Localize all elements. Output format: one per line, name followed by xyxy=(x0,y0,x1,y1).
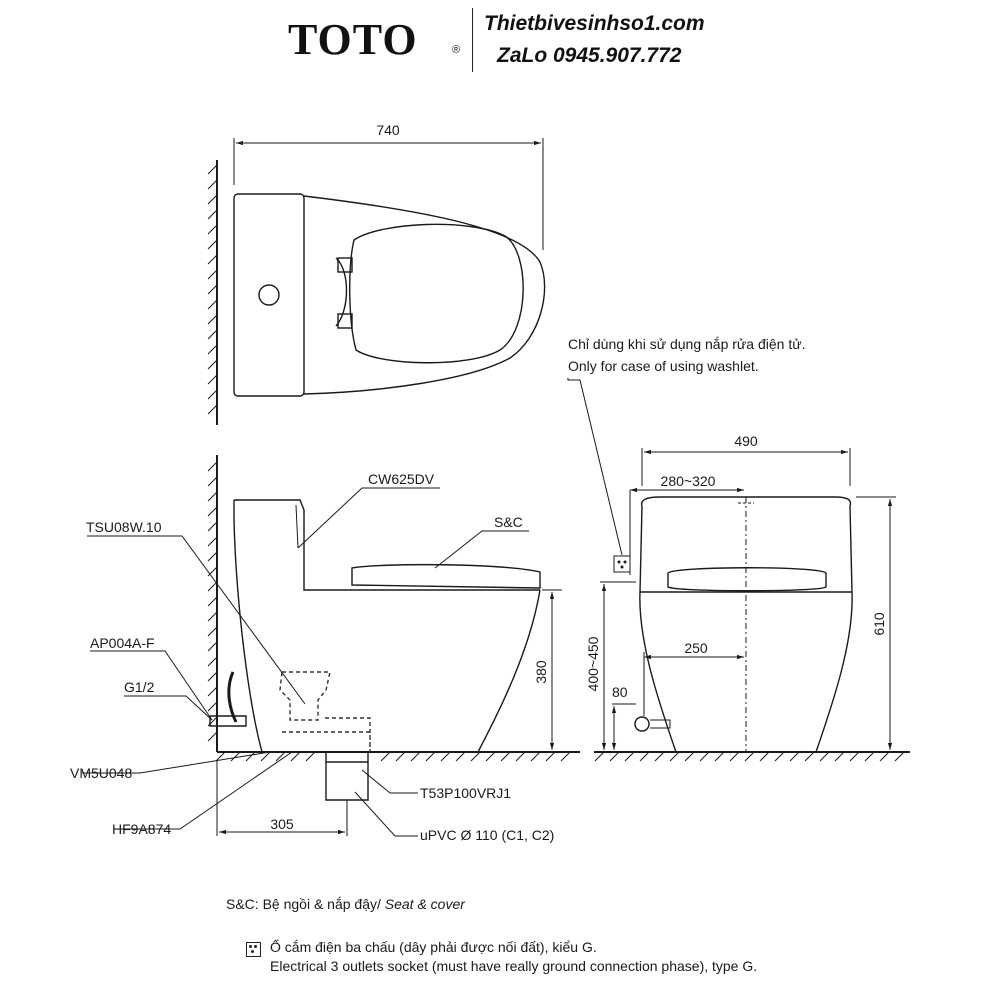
part-hf9a874: HF9A874 xyxy=(112,821,172,837)
washlet-note-vi: Chỉ dùng khi sử dụng nắp rửa điện tử. xyxy=(568,336,806,352)
dim-490-label: 490 xyxy=(734,433,758,449)
flush-button xyxy=(259,285,279,305)
dim-305-label: 305 xyxy=(270,816,294,832)
socket-icon xyxy=(246,942,261,957)
website-text: Thietbivesinhso1.com xyxy=(484,12,705,35)
contact-text: ZaLo 0945.907.772 xyxy=(497,44,682,67)
washlet-note-en: Only for case of using washlet. xyxy=(568,358,759,374)
bowl-front-profile xyxy=(478,590,540,752)
seat-outline xyxy=(350,224,523,362)
note-socket-en: Electrical 3 outlets socket (must have really ground connection phase), type G. xyxy=(270,958,758,974)
bowl-outline xyxy=(304,196,545,394)
drain-pipe xyxy=(326,752,368,800)
outlet-hidden xyxy=(282,718,370,752)
part-cw625dv: CW625DV xyxy=(368,471,435,487)
dim-250-label: 250 xyxy=(684,640,708,656)
part-t53p100: T53P100VRJ1 xyxy=(420,785,512,801)
part-sc: S&C xyxy=(494,514,523,530)
dim-280-320-label: 280~320 xyxy=(660,473,716,489)
front-supply-valve xyxy=(635,717,649,731)
part-vm5u048: VM5U048 xyxy=(70,765,133,781)
dim-400-450-label: 400~450 xyxy=(585,636,601,692)
side-view xyxy=(82,455,580,836)
top-view xyxy=(208,138,545,425)
note-sc-en: Seat & cover xyxy=(384,896,465,912)
note-socket-vi: Ổ cắm điện ba chấu (dây phải được nối đất), kiểu G. xyxy=(270,939,597,955)
registered-mark: ® xyxy=(452,44,461,56)
note-seat-cover xyxy=(226,896,465,912)
stop-valve xyxy=(210,716,246,726)
dim-610-label: 610 xyxy=(871,612,887,636)
front-seat xyxy=(668,568,826,591)
seat-side xyxy=(352,565,540,588)
part-tsu08w: TSU08W.10 xyxy=(86,519,162,535)
front-right-profile xyxy=(816,592,852,752)
dim-380-label: 380 xyxy=(533,660,549,684)
leader-lines xyxy=(82,488,529,836)
dim-740-label: 740 xyxy=(376,122,400,138)
top-wall-hatch xyxy=(208,165,217,414)
part-upvc: uPVC Ø 110 (C1, C2) xyxy=(420,827,555,843)
side-wall-hatch xyxy=(208,462,217,741)
note-socket xyxy=(270,938,757,976)
trap-hidden xyxy=(280,672,330,720)
tank-outline xyxy=(234,194,304,396)
part-g12: G1/2 xyxy=(124,679,155,695)
front-floor-hatch xyxy=(595,752,904,761)
dim-80-label: 80 xyxy=(612,684,628,700)
side-floor-hatch xyxy=(216,752,570,761)
brand-logo: TOTO xyxy=(288,15,418,64)
part-ap004a: AP004A-F xyxy=(90,635,155,651)
front-socket-symbol xyxy=(614,556,630,572)
supply-hose xyxy=(229,672,236,722)
note-sc-prefix: S&C: Bệ ngồi & nắp đậy/ xyxy=(226,896,385,912)
washlet-leader xyxy=(568,378,622,555)
